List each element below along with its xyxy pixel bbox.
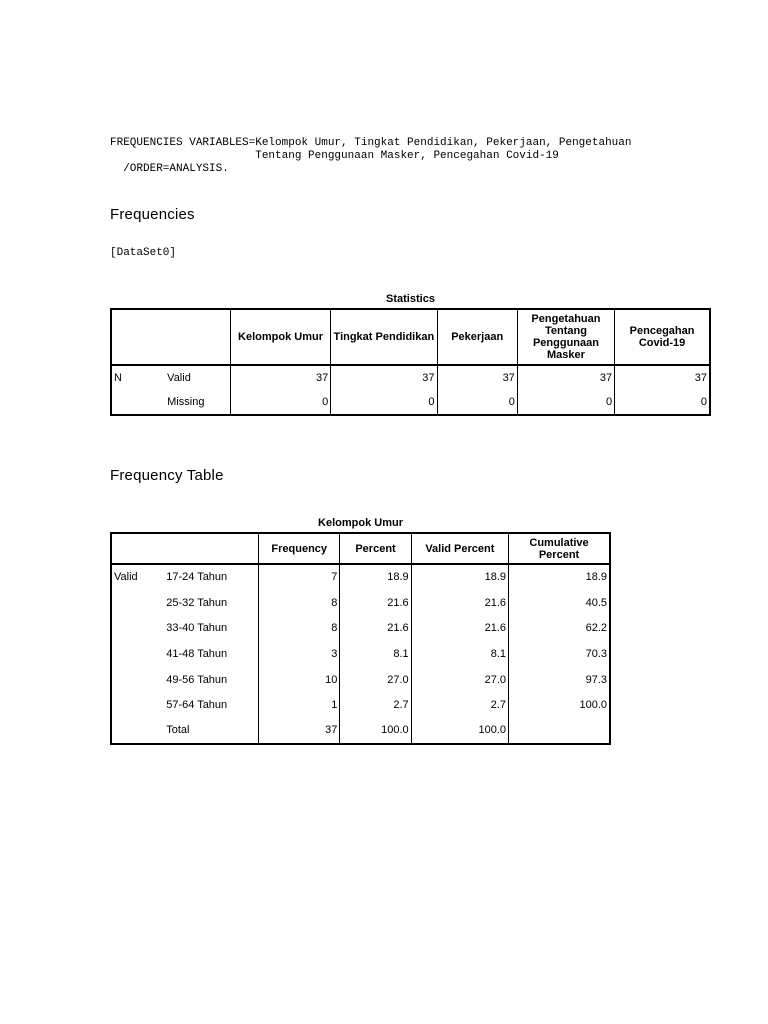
- table-cell: 10: [259, 667, 340, 693]
- table-row: [111, 564, 610, 590]
- table-cell: 97.3: [509, 667, 610, 693]
- table-row: [111, 365, 710, 390]
- row-group-label: Valid: [114, 571, 138, 584]
- table-cell: 37: [230, 365, 330, 390]
- table-cell: 0: [615, 390, 710, 415]
- table-cell: 1: [259, 692, 340, 718]
- kelompok-umur-table: [110, 532, 611, 745]
- row-label: Valid: [165, 365, 230, 390]
- statistics-table: [110, 308, 711, 416]
- column-header: Kelompok Umur: [230, 309, 330, 365]
- table-row: [111, 641, 610, 667]
- table-cell: 27.0: [340, 667, 411, 693]
- table-cell: 62.2: [509, 615, 610, 641]
- stub-header: [111, 309, 230, 365]
- table-cell: 18.9: [411, 564, 508, 590]
- table-cell: 21.6: [340, 615, 411, 641]
- table-row: [111, 390, 710, 415]
- table-row: [111, 667, 610, 693]
- statistics-header-row: [111, 309, 710, 365]
- row-label: 41-48 Tahun: [164, 641, 258, 667]
- table-row: [111, 615, 610, 641]
- syntax-block: [110, 137, 632, 176]
- column-header: Percent: [340, 533, 411, 564]
- table-cell: 8: [259, 590, 340, 616]
- column-header: Frequency: [259, 533, 340, 564]
- table-cell: 2.7: [340, 692, 411, 718]
- table-cell: 8: [259, 615, 340, 641]
- table-cell: 7: [259, 564, 340, 590]
- frequency-table-heading: Frequency Table: [110, 467, 224, 484]
- row-label: 49-56 Tahun: [164, 667, 258, 693]
- table-cell: 37: [615, 365, 710, 390]
- syntax-line-1: FREQUENCIES VARIABLES=Kelompok Umur, Tingkat Pendidikan, Pekerjaan, Pengetahuan: [110, 137, 632, 149]
- table-cell: 3: [259, 641, 340, 667]
- table-cell: 18.9: [340, 564, 411, 590]
- table-row: [111, 590, 610, 616]
- table-cell: 21.6: [340, 590, 411, 616]
- table-row: [111, 692, 610, 718]
- statistics-title: Statistics: [386, 293, 435, 305]
- column-header: Pengetahuan Tentang Penggunaan Masker: [517, 309, 614, 365]
- syntax-line-3: /ORDER=ANALYSIS.: [110, 163, 229, 175]
- table-cell: 100.0: [509, 692, 610, 718]
- table-cell: 27.0: [411, 667, 508, 693]
- column-header: Tingkat Pendidikan: [331, 309, 437, 365]
- table-cell: [509, 718, 610, 744]
- row-label: 17-24 Tahun: [164, 564, 258, 590]
- column-header: Valid Percent: [411, 533, 508, 564]
- table-cell: 100.0: [340, 718, 411, 744]
- table-cell: 0: [331, 390, 437, 415]
- row-group-label: N: [114, 372, 122, 384]
- syntax-line-2: Tentang Penggunaan Masker, Pencegahan Covid-19: [110, 150, 559, 162]
- table-cell: 100.0: [411, 718, 508, 744]
- table-cell: 2.7: [411, 692, 508, 718]
- table-cell: 37: [331, 365, 437, 390]
- column-header: Pencegahan Covid-19: [615, 309, 710, 365]
- row-label: Missing: [165, 390, 230, 415]
- table-cell: 21.6: [411, 590, 508, 616]
- dataset-label: [DataSet0]: [110, 247, 177, 259]
- frequencies-heading: Frequencies: [110, 206, 195, 223]
- row-label: 57-64 Tahun: [164, 692, 258, 718]
- table-cell: 37: [259, 718, 340, 744]
- row-label: 33-40 Tahun: [164, 615, 258, 641]
- kelompok-umur-title: Kelompok Umur: [318, 517, 403, 529]
- table-cell: 18.9: [509, 564, 610, 590]
- table-cell: 0: [517, 390, 614, 415]
- kelompok-umur-header-row: [111, 533, 610, 564]
- table-cell: 0: [437, 390, 517, 415]
- table-cell: 8.1: [340, 641, 411, 667]
- row-label: Total: [164, 718, 258, 744]
- table-cell: 40.5: [509, 590, 610, 616]
- table-cell: 0: [230, 390, 330, 415]
- table-cell: 37: [517, 365, 614, 390]
- row-label: 25-32 Tahun: [164, 590, 258, 616]
- table-cell: 70.3: [509, 641, 610, 667]
- table-cell: 8.1: [411, 641, 508, 667]
- column-header: Cumulative Percent: [509, 533, 610, 564]
- table-cell: 37: [437, 365, 517, 390]
- column-header: Pekerjaan: [437, 309, 517, 365]
- table-row-total: [111, 718, 610, 744]
- table-cell: 21.6: [411, 615, 508, 641]
- stub-header: [111, 533, 259, 564]
